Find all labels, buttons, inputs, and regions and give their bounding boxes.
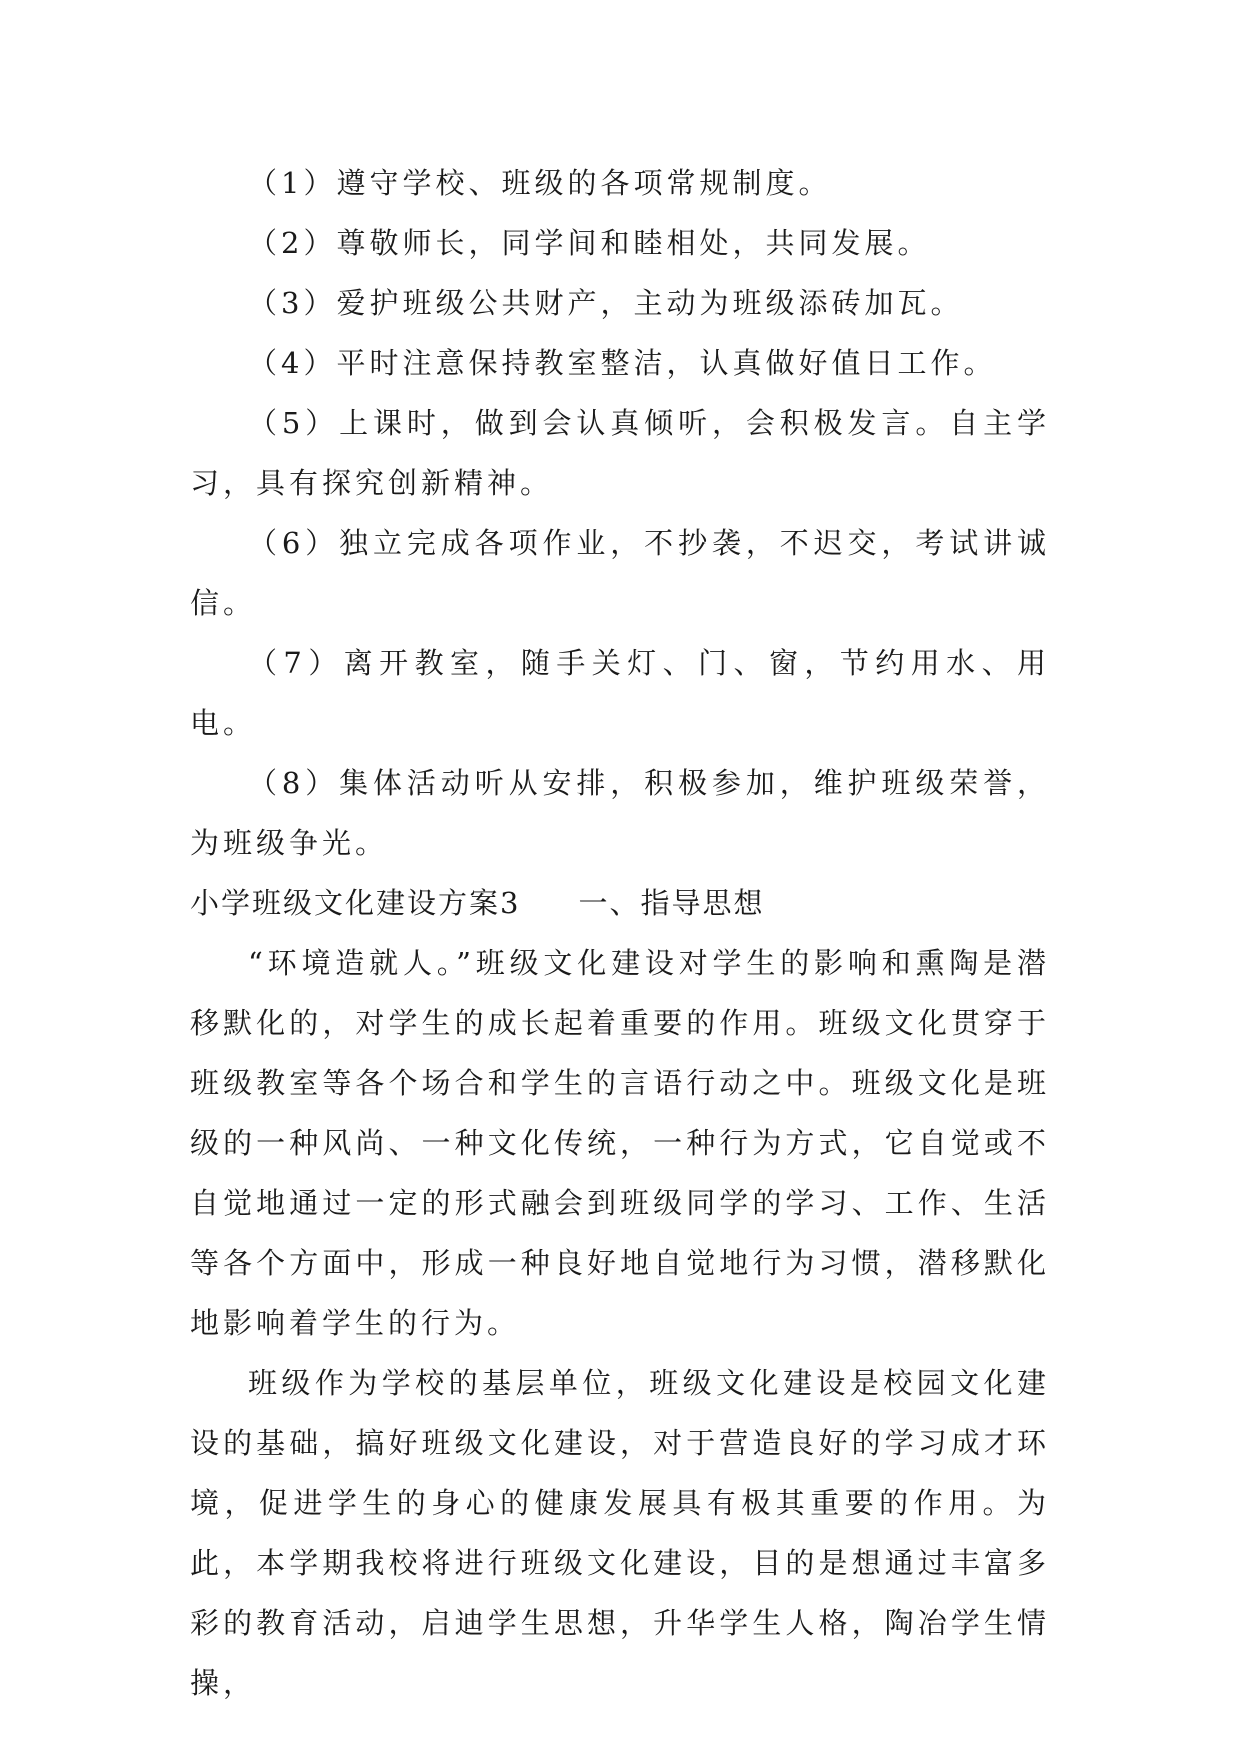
section-subtitle: 一、指导思想	[578, 886, 765, 920]
rule-8: （8）集体活动听从安排，积极参加，维护班级荣誉，为班级争光。	[190, 766, 1050, 860]
rule-4: （4）平时注意保持教室整洁，认真做好值日工作。	[248, 346, 997, 380]
paragraph-guiding-thought: “环境造就人。”班级文化建设对学生的影响和熏陶是潜移默化的，对学生的成长起着重要的作用。班级文化贯穿于班级教室等各个场合和学生的言语行动之中。班级文化是班级的一种风尚、一种文化传统，一种行为方式，它自觉或不自觉地通过一定的形式融会到班级同学的学习、工作、生活等各个方面中，形成一种良好地自觉地行为习惯，潜移默化地影响着学生的行为。	[190, 946, 1050, 1340]
rule-6: （6）独立完成各项作业，不抄袭，不迟交，考试讲诚信。	[190, 526, 1050, 620]
rule-7: （7）离开教室，随手关灯、门、窗，节约用水、用电。	[190, 646, 1050, 740]
rule-1: （1）遵守学校、班级的各项常规制度。	[248, 166, 832, 200]
section-heading	[190, 873, 1050, 933]
rule-3: （3）爱护班级公共财产，主动为班级添砖加瓦。	[248, 286, 964, 320]
section-title: 小学班级文化建设方案3	[190, 886, 521, 920]
document-body	[190, 153, 1050, 1713]
rule-5: （5）上课时，做到会认真倾听，会积极发言。自主学习，具有探究创新精神。	[190, 406, 1050, 500]
rule-2: （2）尊敬师长，同学间和睦相处，共同发展。	[248, 226, 931, 260]
paragraph-class-unit: 班级作为学校的基层单位，班级文化建设是校园文化建设的基础，搞好班级文化建设，对于营造良好的学习成才环境，促进学生的身心的健康发展具有极其重要的作用。为此，本学期我校将进行班级文化建设，目的是想通过丰富多彩的教育活动，启迪学生思想，升华学生人格，陶冶学生情操，	[190, 1366, 1050, 1700]
